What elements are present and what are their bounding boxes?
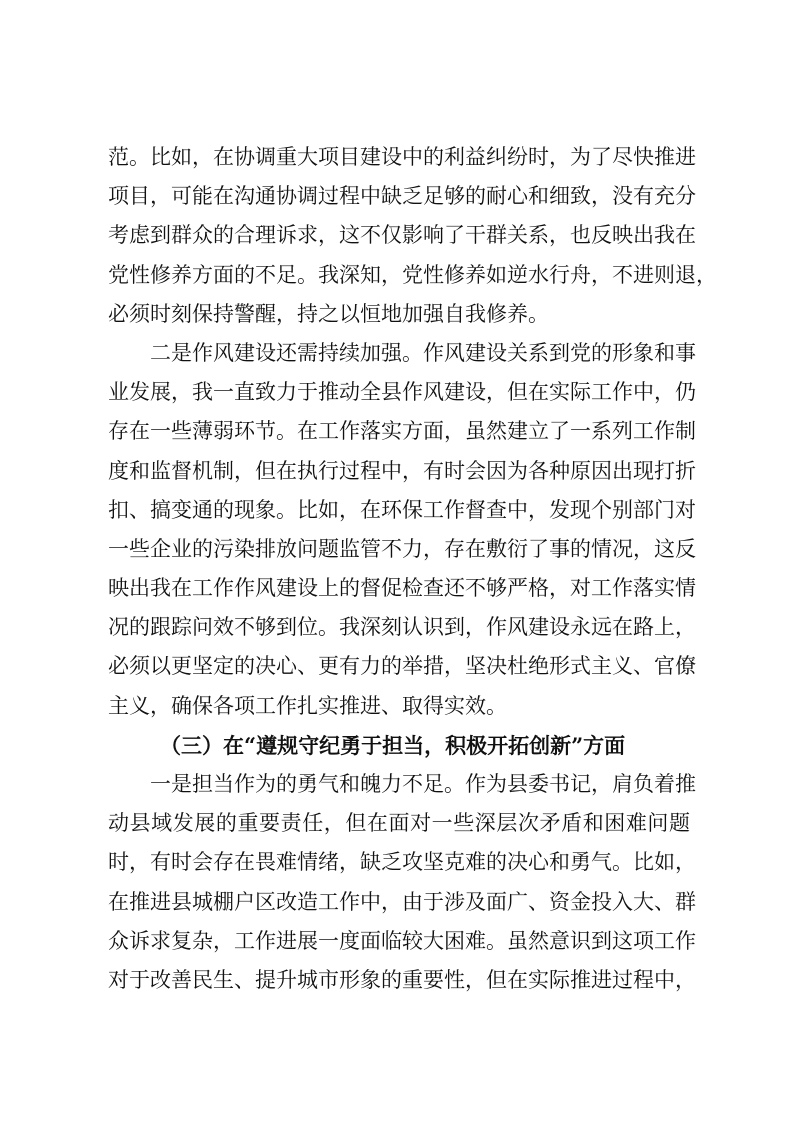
paragraph-line: 存在一些薄弱环节。在工作落实方面，虽然建立了一系列工作制 — [108, 419, 696, 444]
paragraph-line: 必须以更坚定的决心、更有力的举措，坚决杜绝形式主义、官僚 — [108, 654, 696, 679]
paragraph-line: 在推进县城棚户区改造工作中，由于涉及面广、资金投入大、群 — [108, 889, 696, 914]
paragraph-line: 范。比如，在协调重大项目建设中的利益纠纷时，为了尽快推进 — [108, 145, 696, 169]
paragraph-line: 必须时刻保持警醒，持之以恒地加强自我修养。 — [108, 301, 549, 326]
paragraph-line: 主义，确保各项工作扎实推进、取得实效。 — [108, 693, 507, 718]
paragraph-line: 一些企业的污染排放问题监管不力，存在敷衍了事的情况，这反 — [108, 536, 696, 561]
paragraph-line: 对于改善民生、提升城市形象的重要性，但在实际推进过程中， — [108, 967, 696, 992]
paragraph-line: 况的跟踪问效不够到位。我深刻认识到，作风建设永远在路上， — [108, 615, 696, 640]
section-heading: （三）在“遵规守纪勇于担当，积极开拓创新”方面 — [160, 732, 626, 758]
paragraph-line: 业发展，我一直致力于推动全县作风建设，但在实际工作中，仍 — [108, 380, 696, 405]
paragraph-line: 项目，可能在沟通协调过程中缺乏足够的耐心和细致，没有充分 — [108, 184, 696, 209]
paragraph-line: 时，有时会存在畏难情绪，缺乏攻坚克难的决心和勇气。比如， — [108, 850, 696, 875]
paragraph-line: 度和监督机制，但在执行过程中，有时会因为各种原因出现打折 — [108, 458, 696, 483]
paragraph-line: 党性修养方面的不足。我深知，党性修养如逆水行舟，不进则退， — [108, 262, 717, 287]
paragraph-line: 动县域发展的重要责任，但在面对一些深层次矛盾和困难问题 — [108, 811, 690, 836]
body-text — [108, 138, 717, 1000]
paragraph-line: 映出我在工作作风建设上的督促检查还不够严格，对工作落实情 — [108, 576, 696, 601]
paragraph-line: 众诉求复杂，工作进展一度面临较大困难。虽然意识到这项工作 — [108, 928, 696, 953]
paragraph-line: 扣、搞变通的现象。比如，在环保工作督查中，发现个别部门对 — [108, 497, 696, 522]
paragraph-line: 一是担当作为的勇气和魄力不足。作为县委书记，肩负着推 — [150, 772, 696, 796]
paragraph-line: 考虑到群众的合理诉求，这不仅影响了干群关系，也反映出我在 — [108, 223, 696, 248]
paragraph-line: 二是作风建设还需持续加强。作风建设关系到党的形象和事 — [150, 340, 696, 365]
